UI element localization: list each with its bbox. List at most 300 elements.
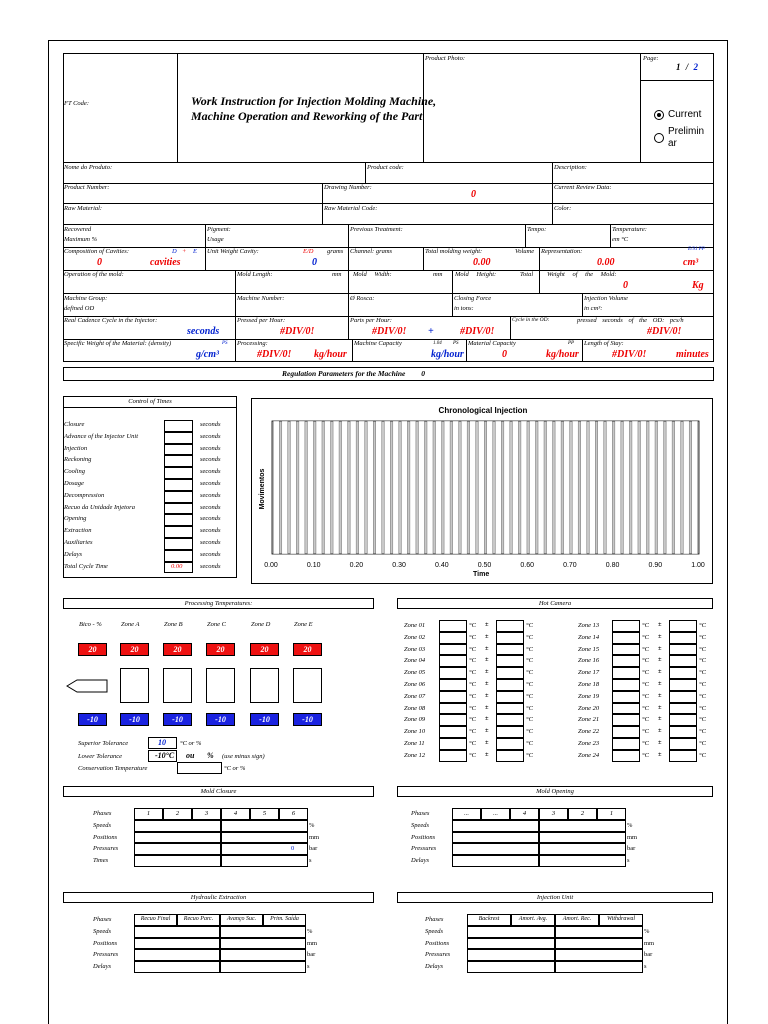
real-cadence-label: Real Cadence Cycle in the Injector: (64, 317, 158, 324)
phase-header-cell: 5 (250, 808, 279, 820)
gcm3-unit: g/cm³ (196, 349, 219, 360)
hot-zone-tol-field[interactable] (496, 667, 524, 679)
phase-value-field[interactable] (220, 949, 306, 961)
phase-value-field[interactable] (221, 843, 308, 855)
injection-volume-label: Injection Volume (584, 295, 628, 302)
hot-zone-unit: °C (642, 633, 649, 641)
hot-zone-label: Zone 04 (404, 657, 426, 665)
hot-zone-temp-field[interactable] (439, 738, 467, 750)
hot-zone-unit: °C (699, 716, 706, 724)
hot-zone-pm: ± (658, 668, 662, 676)
control-time-field[interactable] (164, 432, 193, 444)
zone-upper-temp[interactable]: 20 (163, 643, 192, 656)
control-time-field[interactable] (164, 455, 193, 467)
hot-zone-unit: °C (642, 692, 649, 700)
chart-bar (401, 421, 407, 554)
hot-zone-tol-field[interactable] (496, 644, 524, 656)
hot-zone-pm: ± (658, 715, 662, 723)
processing-temps-title: Processing Temperatures: (63, 598, 374, 609)
nome-produto-label: Nome do Produto: (64, 164, 113, 171)
phase-row-label: Speeds (425, 927, 444, 935)
hot-zone-temp-field[interactable] (612, 632, 640, 644)
zone-header: Zone A (121, 621, 140, 628)
drawing-number-value: 0 (471, 189, 476, 200)
hot-zone-label: Zone 20 (578, 704, 600, 712)
control-time-label: Auxiliaries (64, 539, 93, 546)
chart-bar (367, 421, 373, 554)
hot-zone-tol-field[interactable] (669, 632, 697, 644)
hot-zone-pm: ± (658, 750, 662, 758)
hot-zone-temp-field[interactable] (439, 644, 467, 656)
chart-bar (410, 421, 416, 554)
total-molding-value: 0.00 (473, 257, 491, 268)
chart-bar (273, 421, 279, 554)
hot-zone-pm: ± (485, 727, 489, 735)
hot-zone-label: Zone 06 (404, 681, 426, 688)
pressed-per-hour-value: #DIV/0! (280, 326, 315, 337)
material-capacity-value: 0 (502, 349, 507, 360)
phase-row-label: Pressures (425, 951, 451, 959)
injection-unit-title: Injection Unit (397, 892, 713, 903)
hot-zone-unit: °C (526, 669, 533, 677)
hot-zone-unit: °C (642, 728, 649, 736)
kg-hour-unit-2: kg/hour (431, 349, 464, 360)
control-times-title: Control of Times (63, 396, 237, 408)
phase-value-field[interactable] (134, 855, 221, 867)
zone-lower-temp[interactable]: -10 (120, 713, 149, 726)
hot-zone-pm: ± (485, 750, 489, 758)
phase-row-label: Positions (411, 833, 436, 841)
phase-unit: mm (627, 833, 638, 841)
zone-header: Zone B (164, 621, 183, 628)
zone-upper-temp[interactable]: 20 (120, 643, 149, 656)
hot-zone-unit: °C (469, 692, 476, 700)
chart-bar (581, 421, 587, 554)
chart-bar (495, 421, 501, 554)
phase-value-field[interactable] (220, 938, 306, 950)
chart-bar (521, 421, 527, 554)
hot-zone-tol-field[interactable] (496, 726, 524, 738)
hot-zone-label: Zone 16 (578, 657, 600, 665)
status-preliminar-label: Prelimin ar (668, 126, 705, 149)
hot-zone-unit: °C (526, 681, 533, 688)
hot-zone-temp-field[interactable] (439, 632, 467, 644)
chart-bar (290, 421, 296, 554)
chart-bar (529, 421, 535, 554)
hot-zone-unit: °C (526, 728, 533, 736)
status-preliminar-radio[interactable] (654, 133, 664, 143)
cavities-label: cavities (150, 257, 181, 268)
chart-bar (683, 421, 689, 554)
hot-zone-temp-field[interactable] (612, 691, 640, 703)
phase-row-label: Delays (93, 963, 112, 971)
product-photo-label: Product Photo: (425, 55, 466, 62)
conservation-temp-unit: °C or % (224, 765, 246, 772)
hot-zone-label: Zone 08 (404, 704, 426, 712)
composition-d: D (172, 248, 177, 255)
zone-set-temp-field[interactable] (163, 668, 192, 703)
hot-zone-temp-field[interactable] (439, 667, 467, 679)
hot-zone-tol-field[interactable] (669, 667, 697, 679)
hot-zone-temp-field[interactable] (439, 679, 467, 691)
hot-zone-tol-field[interactable] (496, 738, 524, 750)
hot-zone-tol-field[interactable] (669, 644, 697, 656)
hot-zone-unit: °C (699, 728, 706, 736)
phase-header-cell: 1 (597, 808, 626, 820)
status-current-radio[interactable] (654, 110, 664, 120)
zone-lower-temp[interactable]: -10 (250, 713, 279, 726)
hot-zone-unit: °C (526, 704, 533, 712)
current-review-label: Current Review Data: (554, 184, 612, 191)
total-cycle-time-value: 0.00 (171, 562, 183, 570)
phase-row-label: Phases (93, 916, 112, 923)
zone-header: Zone E (294, 621, 313, 628)
hot-zone-tol-field[interactable] (669, 738, 697, 750)
chart-x-label: Time (473, 571, 490, 578)
maximum-label: Maximum % (64, 236, 98, 243)
control-time-unit: seconds (200, 539, 221, 546)
phase-row-label: Times (93, 857, 109, 865)
kg-hour-unit-3: kg/hour (546, 349, 579, 360)
phase-header-cell: 2 (568, 808, 597, 820)
hot-zone-label: Zone 10 (404, 728, 426, 736)
hot-zone-unit: °C (469, 740, 476, 747)
chart-x-tick: 0.60 (520, 562, 534, 569)
chart-bar (487, 421, 493, 554)
chart-bar (623, 421, 629, 554)
phase-header-cell: Recuo Final (134, 914, 177, 926)
phase-header-cell: 6 (279, 808, 308, 820)
phase-value-field[interactable] (221, 820, 308, 832)
hot-zone-temp-field[interactable] (612, 738, 640, 750)
document-title: Work Instruction for Injection Molding Machine, Machine Operation and Reworking of the Part (191, 94, 437, 123)
phase-value-field[interactable] (221, 832, 308, 844)
hot-zone-label: Zone 11 (404, 740, 425, 747)
hot-zone-tol-field[interactable] (496, 620, 524, 632)
hot-zone-label: Zone 03 (404, 645, 426, 653)
hot-zone-label: Zone 05 (404, 669, 426, 677)
chart-x-tick: 0.80 (605, 562, 620, 569)
hot-zone-tol-field[interactable] (496, 714, 524, 726)
hot-zone-tol-field[interactable] (496, 750, 524, 762)
total-molding-label: Total molding weight: (425, 248, 483, 255)
zone-header: Zone D (251, 621, 271, 628)
chart-x-tick: 0.00 (264, 562, 278, 569)
chart-bar (512, 421, 518, 554)
phase-header-cell: ... (481, 808, 510, 820)
control-time-label: Advance of the Injector Unit (64, 432, 139, 440)
hot-zone-temp-field[interactable] (612, 620, 640, 632)
conservation-temp-field[interactable] (177, 762, 222, 774)
hot-zone-tol-field[interactable] (496, 691, 524, 703)
hot-zone-unit: °C (469, 751, 476, 759)
phase-value-field[interactable] (539, 855, 626, 867)
volume-label: Volume (515, 248, 535, 255)
control-time-label: Cooling (64, 468, 85, 476)
cycle-od-label: Cycle in the OD: (512, 317, 550, 323)
lower-tolerance-ou: ou (186, 751, 195, 760)
phase-value-field[interactable] (134, 938, 220, 950)
hot-zone-tol-field[interactable] (669, 655, 697, 667)
phase-value-field[interactable] (452, 820, 539, 832)
hot-zone-tol-field[interactable] (669, 714, 697, 726)
phase-header-cell: Recuo Parc. (177, 914, 220, 926)
closing-force-label: Closing Force (454, 295, 492, 302)
mold-height-label: Mold Height: (455, 271, 497, 278)
hot-zone-unit: °C (526, 740, 533, 747)
hot-zone-pm: ± (658, 632, 662, 640)
processing-value: #DIV/0! (257, 349, 292, 360)
phase-unit: mm (309, 833, 320, 841)
lower-tolerance-note: (use minus sign) (222, 753, 265, 760)
hot-zone-pm: ± (658, 656, 662, 664)
zone-lower-temp[interactable]: -10 (163, 713, 192, 726)
control-time-field[interactable] (164, 491, 193, 503)
hot-zone-temp-field[interactable] (612, 714, 640, 726)
control-time-field[interactable] (164, 479, 193, 491)
hot-zone-tol-field[interactable] (496, 632, 524, 644)
phase-unit: s (309, 857, 312, 865)
chart-bar (666, 421, 672, 554)
regulation-title: Regulation Parameters for the Machine 0 (282, 369, 425, 378)
hot-zone-pm: ± (658, 621, 662, 628)
defined-od-label: defined OD (64, 305, 95, 312)
control-time-unit: seconds (200, 444, 221, 452)
hot-zone-temp-field[interactable] (439, 714, 467, 726)
hot-zone-temp-field[interactable] (612, 655, 640, 667)
chart-bar (316, 421, 322, 554)
machine-group-label: Machine Group: (64, 295, 108, 302)
hot-zone-tol-field[interactable] (669, 620, 697, 632)
hot-zone-temp-field[interactable] (612, 644, 640, 656)
unit-weight-label: Unit Weight Cavity: (207, 248, 259, 255)
phase-value-field[interactable] (555, 961, 643, 973)
phase-value-field[interactable] (221, 855, 308, 867)
hot-zone-label: Zone 01 (404, 622, 426, 629)
phase-header-cell: Avanço Suc. (220, 914, 263, 926)
phase-value-field[interactable] (467, 949, 555, 961)
hot-zone-temp-field[interactable] (439, 703, 467, 715)
hot-zone-temp-field[interactable] (439, 655, 467, 667)
control-time-unit: seconds (200, 456, 221, 464)
chart-bar (350, 421, 356, 554)
zone-set-temp-field[interactable] (120, 668, 149, 703)
chart-bar (453, 421, 459, 554)
control-time-label: Total Cycle Time (64, 562, 108, 570)
parts-per-hour-value-1: #DIV/0! (372, 326, 407, 337)
mold-closure-title: Mold Closure (63, 786, 374, 797)
pp-tag: PP (568, 341, 575, 346)
control-time-unit: seconds (200, 562, 221, 570)
hot-zone-unit: °C (526, 692, 533, 700)
phase-row-label: Positions (93, 833, 118, 841)
hot-zone-pm: ± (485, 691, 489, 699)
hot-zone-temp-field[interactable] (612, 679, 640, 691)
chart-bar (589, 421, 595, 554)
color-label: Color: (554, 205, 572, 212)
machine-capacity-label: Machine Capacity (354, 340, 402, 347)
control-time-field[interactable] (164, 526, 193, 538)
cadence-seconds-unit: seconds (187, 326, 220, 337)
phase-value-field[interactable] (134, 843, 221, 855)
hot-zone-unit: °C (699, 633, 706, 641)
chart-bar (418, 421, 424, 554)
hot-zone-temp-field[interactable] (439, 691, 467, 703)
hot-zone-temp-field[interactable] (612, 703, 640, 715)
control-time-field[interactable] (164, 538, 193, 550)
phase-value-field[interactable] (134, 961, 220, 973)
hot-zone-unit: °C (469, 716, 476, 724)
chart-bar (572, 421, 578, 554)
parts-per-hour-value-2: #DIV/0! (460, 326, 495, 337)
phase-value-field[interactable] (452, 832, 539, 844)
phase-unit: bar (309, 845, 318, 853)
phase-value-field[interactable] (134, 949, 220, 961)
raw-material-code-label: Raw Material Code: (324, 205, 378, 212)
chart-bar (615, 421, 621, 554)
hot-zone-unit: °C (469, 704, 476, 712)
control-time-field[interactable] (164, 503, 193, 515)
chart-bar (342, 421, 348, 554)
control-time-field[interactable] (164, 444, 193, 456)
hot-zone-unit: °C (526, 633, 533, 641)
specific-weight-label: Specific Weight of the Material: (density) (64, 340, 172, 347)
phase-value-field[interactable] (539, 832, 626, 844)
phase-unit: mm (307, 939, 318, 947)
phase-value-field[interactable] (220, 926, 306, 938)
hot-zone-temp-field[interactable] (612, 667, 640, 679)
phase-value-field[interactable] (452, 843, 539, 855)
hot-zone-tol-field[interactable] (496, 703, 524, 715)
hot-zone-unit: °C (699, 681, 706, 688)
phase-row-label: Pressures (93, 951, 119, 959)
hot-zone-pm: ± (485, 668, 489, 676)
control-time-label: Injection (64, 444, 88, 452)
pressed-per-hour-label: Pressed per Hour: (237, 317, 286, 324)
hot-zone-tol-field[interactable] (669, 691, 697, 703)
hot-zone-unit: °C (699, 669, 706, 677)
recovered-label: Recovered (64, 226, 92, 233)
zone-lower-temp[interactable]: -10 (78, 713, 107, 726)
phase-value-field[interactable] (539, 843, 626, 855)
phase-header-cell: Amort. Avg. (511, 914, 555, 926)
ps-tag-2: PS (453, 341, 459, 346)
chart-bar (504, 421, 510, 554)
chart-x-tick: 0.20 (349, 562, 364, 569)
phase-value-field[interactable] (134, 832, 221, 844)
control-time-field[interactable] (164, 420, 193, 432)
hot-zone-label: Zone 14 (578, 633, 600, 641)
control-time-field[interactable] (164, 467, 193, 479)
zone-header: Zone C (207, 621, 226, 628)
hot-zone-unit: °C (642, 681, 649, 688)
phase-header-cell: 1 (134, 808, 163, 820)
chart-bar (675, 421, 681, 554)
phase-value-field[interactable] (467, 961, 555, 973)
zone-upper-temp[interactable]: 20 (293, 643, 322, 656)
control-time-field[interactable] (164, 514, 193, 526)
hot-zone-temp-field[interactable] (439, 726, 467, 738)
phase-unit: bar (644, 951, 653, 959)
chart-x-tick: 0.10 (306, 562, 321, 569)
zone-lower-temp[interactable]: -10 (293, 713, 322, 726)
hot-zone-unit: °C (469, 645, 476, 653)
hot-zone-tol-field[interactable] (669, 679, 697, 691)
zone-lower-temp[interactable]: -10 (206, 713, 235, 726)
phase-value-field[interactable] (467, 938, 555, 950)
zone-set-temp-field[interactable] (293, 668, 322, 703)
phase-value-field[interactable] (555, 926, 643, 938)
chart-bar (538, 421, 544, 554)
phase-unit: % (309, 821, 315, 829)
pigment-label: Pigment: (207, 226, 231, 233)
phase-unit: % (644, 927, 650, 935)
hot-zone-label: Zone 23 (578, 740, 600, 747)
control-time-field[interactable] (164, 550, 193, 562)
in-tons-label: in tons: (454, 305, 474, 312)
phase-value-field[interactable] (134, 820, 221, 832)
zone-upper-temp[interactable]: 20 (250, 643, 279, 656)
control-time-unit: seconds (200, 432, 221, 440)
phase-value-field[interactable] (555, 949, 643, 961)
chart-bar (282, 421, 288, 554)
phase-value-field[interactable] (467, 926, 555, 938)
phase-value-field[interactable] (555, 938, 643, 950)
hot-zone-temp-field[interactable] (612, 726, 640, 738)
hot-zone-unit: °C (526, 657, 533, 665)
chart-bar (325, 421, 331, 554)
zone-upper-temp[interactable]: 20 (78, 643, 107, 656)
chart-svg (252, 399, 714, 585)
conservation-temp-label: Conservation Temperature (78, 765, 148, 772)
hot-zone-label: Zone 24 (578, 751, 600, 759)
mold-length-unit: mm (332, 271, 342, 278)
zone-set-temp-field[interactable] (206, 668, 235, 703)
raw-material-label: Raw Material: (64, 205, 103, 212)
hot-zone-tol-field[interactable] (496, 679, 524, 691)
phase-header-cell: Prim. Saída (263, 914, 306, 926)
hot-zone-temp-field[interactable] (439, 750, 467, 762)
phase-row-label: Pressures (411, 845, 437, 853)
chart-bar (598, 421, 604, 554)
hot-zone-tol-field[interactable] (669, 726, 697, 738)
zone-set-temp-field[interactable] (250, 668, 279, 703)
hot-zone-temp-field[interactable] (612, 750, 640, 762)
hot-zone-pm: ± (658, 680, 662, 687)
hot-zone-pm: ± (485, 739, 489, 746)
hot-zone-unit: °C (469, 622, 476, 629)
hot-zone-temp-field[interactable] (439, 620, 467, 632)
hot-zone-tol-field[interactable] (669, 703, 697, 715)
phase-value-field[interactable] (134, 926, 220, 938)
zone-upper-temp[interactable]: 20 (206, 643, 235, 656)
mold-length-label: Mold Length: (237, 271, 273, 278)
hot-zone-tol-field[interactable] (669, 750, 697, 762)
phase-value-field[interactable] (220, 961, 306, 973)
superior-tolerance-unit: °C or % (180, 740, 202, 747)
hot-zone-label: Zone 21 (578, 716, 600, 724)
hot-zone-tol-field[interactable] (496, 655, 524, 667)
phase-value-field[interactable] (539, 820, 626, 832)
zone-header: Bico - % (79, 621, 102, 628)
hot-zone-label: Zone 17 (578, 669, 600, 677)
phase-value-field[interactable] (452, 855, 539, 867)
hot-zone-pm: ± (658, 703, 662, 711)
hot-zone-unit: °C (469, 728, 476, 736)
control-time-unit: seconds (200, 527, 221, 535)
phase-row-label: Positions (93, 939, 118, 947)
phase-header-cell: ... (452, 808, 481, 820)
